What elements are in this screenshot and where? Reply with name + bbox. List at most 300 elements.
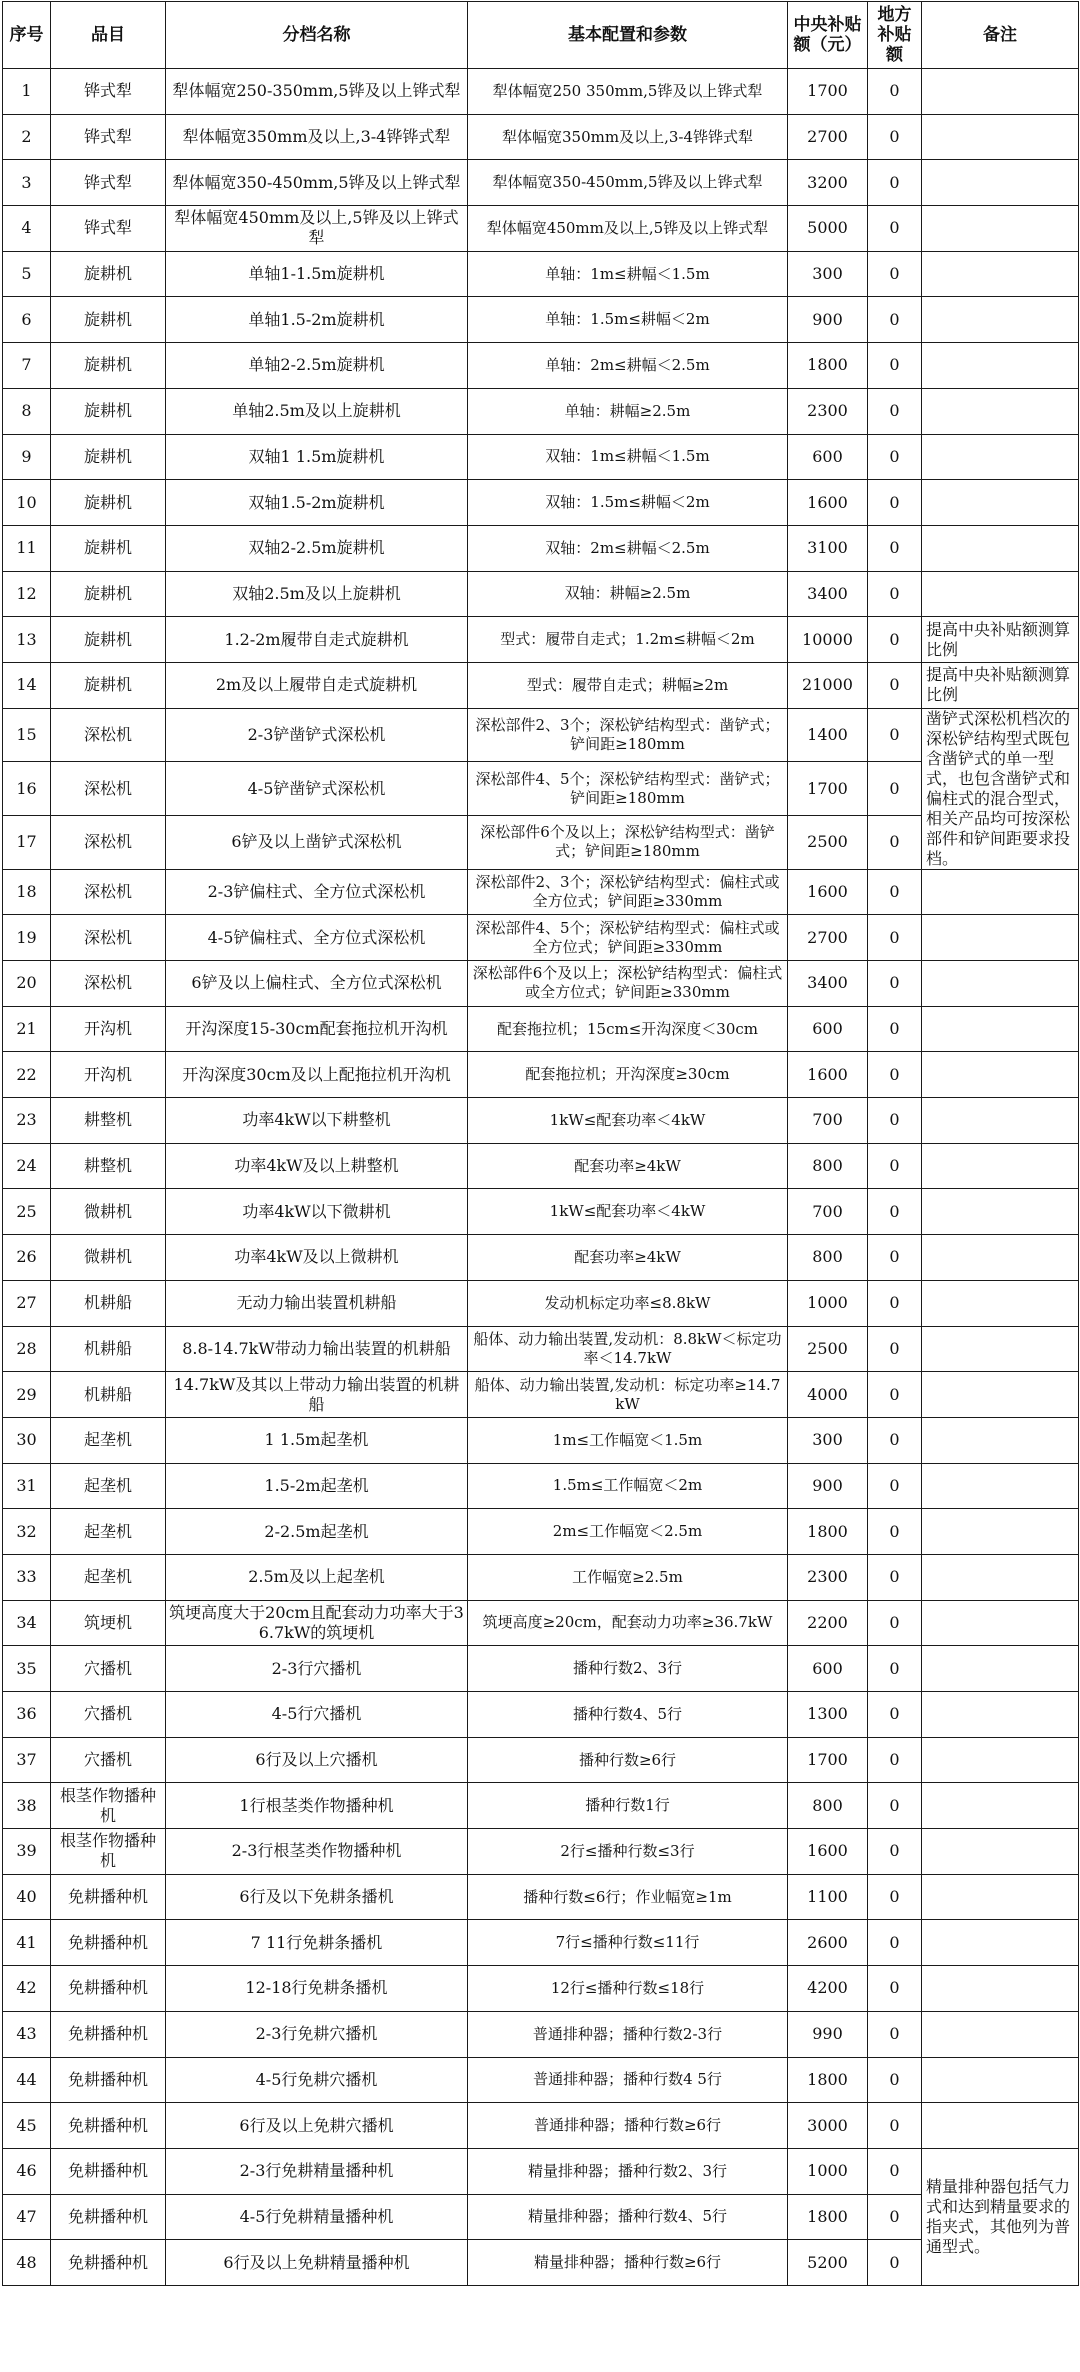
row-item: 免耕播种机: [51, 1920, 166, 1966]
row-seq: 17: [3, 815, 51, 869]
row-remark: [922, 1509, 1079, 1555]
table-row: [3, 2194, 1079, 2240]
row-local-subsidy: 0: [868, 1463, 922, 1509]
row-item: 根茎作物播种机: [51, 1829, 166, 1875]
row-grade: 2-3行免耕穴播机: [166, 2011, 468, 2057]
row-config: 深松部件2、3个；深松铲结构型式：偏柱式或全方位式；铲间距≥330mm: [468, 869, 788, 915]
row-config: 2m≤工作幅宽＜2.5m: [468, 1509, 788, 1555]
row-local-subsidy: 0: [868, 662, 922, 708]
row-item: 起垄机: [51, 1463, 166, 1509]
row-item: 起垄机: [51, 1554, 166, 1600]
row-item: 旋耕机: [51, 434, 166, 480]
row-grade: 14.7kW及其以上带动力输出装置的机耕船: [166, 1372, 468, 1418]
table-header-row: [3, 2, 1079, 69]
row-central-subsidy: 10000: [788, 617, 868, 663]
table-row: [3, 297, 1079, 343]
header-local-subsidy: 地方补贴额: [868, 2, 922, 69]
table-row: [3, 1874, 1079, 1920]
row-local-subsidy: 0: [868, 69, 922, 115]
row-seq: 13: [3, 617, 51, 663]
row-grade: 1.5-2m起垄机: [166, 1463, 468, 1509]
row-local-subsidy: 0: [868, 1829, 922, 1875]
table-row: [3, 708, 1079, 762]
row-seq: 19: [3, 915, 51, 961]
row-local-subsidy: 0: [868, 206, 922, 252]
row-config: 犁体幅宽350-450mm,5铧及以上铧式犁: [468, 160, 788, 206]
row-remark: [922, 915, 1079, 961]
row-item: 铧式犁: [51, 114, 166, 160]
row-central-subsidy: 1000: [788, 2148, 868, 2194]
table-row: [3, 343, 1079, 389]
row-remark: [922, 480, 1079, 526]
row-item: 旋耕机: [51, 525, 166, 571]
row-central-subsidy: 4200: [788, 1966, 868, 2012]
row-central-subsidy: 1800: [788, 343, 868, 389]
row-remark: [922, 1554, 1079, 1600]
row-grade: 无动力输出装置机耕船: [166, 1280, 468, 1326]
row-seq: 24: [3, 1143, 51, 1189]
row-local-subsidy: 0: [868, 2148, 922, 2194]
row-grade: 4-5铲偏柱式、全方位式深松机: [166, 915, 468, 961]
row-grade: 8.8-14.7kW带动力输出装置的机耕船: [166, 1326, 468, 1372]
row-config: 精量排种器；播种行数4、5行: [468, 2194, 788, 2240]
row-config: 船体、动力输出装置,发动机：标定功率≥14.7kW: [468, 1372, 788, 1418]
row-local-subsidy: 0: [868, 1646, 922, 1692]
row-remark: [922, 1052, 1079, 1098]
row-remark: [922, 297, 1079, 343]
row-item: 免耕播种机: [51, 2240, 166, 2286]
row-local-subsidy: 0: [868, 480, 922, 526]
row-config: 精量排种器；播种行数2、3行: [468, 2148, 788, 2194]
row-central-subsidy: 1600: [788, 1829, 868, 1875]
row-item: 深松机: [51, 762, 166, 816]
row-item: 开沟机: [51, 1006, 166, 1052]
row-local-subsidy: 0: [868, 2240, 922, 2286]
row-remark: [922, 434, 1079, 480]
row-item: 起垄机: [51, 1417, 166, 1463]
row-remark: [922, 2057, 1079, 2103]
row-remark: 凿铲式深松机档次的深松铲结构型式既包含凿铲式的单一型式，也包含凿铲式和偏柱式的混合型式，相关产品均可按深松部件和铲间距要求投档。: [922, 708, 1079, 869]
row-central-subsidy: 800: [788, 1235, 868, 1281]
row-item: 旋耕机: [51, 571, 166, 617]
row-remark: 提高中央补贴额测算比例: [922, 662, 1079, 708]
row-config: 深松部件4、5个；深松铲结构型式：偏柱式或全方位式；铲间距≥330mm: [468, 915, 788, 961]
table-row: [3, 206, 1079, 252]
row-central-subsidy: 700: [788, 1189, 868, 1235]
row-local-subsidy: 0: [868, 2011, 922, 2057]
row-item: 穴播机: [51, 1737, 166, 1783]
row-item: 深松机: [51, 869, 166, 915]
row-remark: [922, 1692, 1079, 1738]
table-row: [3, 1189, 1079, 1235]
row-seq: 11: [3, 525, 51, 571]
row-local-subsidy: 0: [868, 815, 922, 869]
row-local-subsidy: 0: [868, 2057, 922, 2103]
row-central-subsidy: 1700: [788, 762, 868, 816]
row-remark: [922, 1417, 1079, 1463]
row-config: 单轴：耕幅≥2.5m: [468, 388, 788, 434]
header-seq: 序号: [3, 2, 51, 69]
table-row: [3, 1463, 1079, 1509]
row-grade: 1.2-2m履带自走式旋耕机: [166, 617, 468, 663]
table-row: [3, 1554, 1079, 1600]
row-seq: 6: [3, 297, 51, 343]
row-local-subsidy: 0: [868, 1554, 922, 1600]
row-seq: 32: [3, 1509, 51, 1555]
header-central-subsidy: 中央补贴额（元）: [788, 2, 868, 69]
row-grade: 2-3铲凿铲式深松机: [166, 708, 468, 762]
table-row: [3, 1280, 1079, 1326]
row-local-subsidy: 0: [868, 114, 922, 160]
row-remark: [922, 1280, 1079, 1326]
row-seq: 35: [3, 1646, 51, 1692]
row-seq: 46: [3, 2148, 51, 2194]
row-item: 深松机: [51, 708, 166, 762]
row-remark: [922, 2103, 1079, 2149]
table-row: [3, 388, 1079, 434]
row-central-subsidy: 2600: [788, 1920, 868, 1966]
row-remark: [922, 206, 1079, 252]
row-seq: 34: [3, 1600, 51, 1646]
row-seq: 47: [3, 2194, 51, 2240]
table-row: [3, 1372, 1079, 1418]
row-config: 船体、动力输出装置,发动机：8.8kW＜标定功率＜14.7kW: [468, 1326, 788, 1372]
table-row: [3, 869, 1079, 915]
row-item: 深松机: [51, 815, 166, 869]
row-grade: 2-3行穴播机: [166, 1646, 468, 1692]
row-remark: [922, 1463, 1079, 1509]
row-item: 耕整机: [51, 1098, 166, 1144]
row-item: 免耕播种机: [51, 1874, 166, 1920]
row-grade: 2m及以上履带自走式旋耕机: [166, 662, 468, 708]
row-local-subsidy: 0: [868, 1600, 922, 1646]
row-local-subsidy: 0: [868, 297, 922, 343]
row-grade: 4-5行免耕穴播机: [166, 2057, 468, 2103]
row-item: 深松机: [51, 961, 166, 1007]
table-row: [3, 1417, 1079, 1463]
row-remark: [922, 1372, 1079, 1418]
row-central-subsidy: 800: [788, 1783, 868, 1829]
row-grade: 6铲及以上偏柱式、全方位式深松机: [166, 961, 468, 1007]
row-remark: [922, 1646, 1079, 1692]
row-grade: 2-3行根茎类作物播种机: [166, 1829, 468, 1875]
row-remark: [922, 160, 1079, 206]
row-seq: 33: [3, 1554, 51, 1600]
row-item: 铧式犁: [51, 160, 166, 206]
row-grade: 6行及以上免耕精量播种机: [166, 2240, 468, 2286]
row-seq: 9: [3, 434, 51, 480]
table-row: [3, 1143, 1079, 1189]
row-local-subsidy: 0: [868, 343, 922, 389]
row-remark: [922, 388, 1079, 434]
row-remark: [922, 571, 1079, 617]
row-grade: 4-5行穴播机: [166, 1692, 468, 1738]
row-remark: [922, 1829, 1079, 1875]
row-local-subsidy: 0: [868, 571, 922, 617]
row-item: 免耕播种机: [51, 2148, 166, 2194]
row-local-subsidy: 0: [868, 1372, 922, 1418]
row-grade: 功率4kW以下耕整机: [166, 1098, 468, 1144]
row-local-subsidy: 0: [868, 160, 922, 206]
row-central-subsidy: 1000: [788, 1280, 868, 1326]
row-seq: 41: [3, 1920, 51, 1966]
row-remark: 提高中央补贴额测算比例: [922, 617, 1079, 663]
row-local-subsidy: 0: [868, 1920, 922, 1966]
row-local-subsidy: 0: [868, 617, 922, 663]
row-remark: [922, 69, 1079, 115]
row-config: 1kW≤配套功率＜4kW: [468, 1189, 788, 1235]
row-local-subsidy: 0: [868, 1692, 922, 1738]
table-row: [3, 571, 1079, 617]
row-grade: 4-5行免耕精量播种机: [166, 2194, 468, 2240]
row-config: 筑埂高度≥20cm，配套动力功率≥36.7kW: [468, 1600, 788, 1646]
subsidy-table: [2, 1, 1079, 2286]
row-item: 铧式犁: [51, 69, 166, 115]
table-row: [3, 1829, 1079, 1875]
header-remark: 备注: [922, 2, 1079, 69]
row-central-subsidy: 1400: [788, 708, 868, 762]
table-row: [3, 1966, 1079, 2012]
row-config: 单轴：2m≤耕幅＜2.5m: [468, 343, 788, 389]
row-central-subsidy: 1300: [788, 1692, 868, 1738]
table-row: [3, 1920, 1079, 1966]
table-row: [3, 1326, 1079, 1372]
row-grade: 犁体幅宽450mm及以上,5铧及以上铧式犁: [166, 206, 468, 252]
row-central-subsidy: 4000: [788, 1372, 868, 1418]
row-central-subsidy: 600: [788, 1646, 868, 1692]
row-grade: 筑埂高度大于20cm且配套动力功率大于36.7kW的筑埂机: [166, 1600, 468, 1646]
row-seq: 31: [3, 1463, 51, 1509]
row-item: 微耕机: [51, 1235, 166, 1281]
table-row: [3, 69, 1079, 115]
table-row: [3, 1646, 1079, 1692]
row-item: 免耕播种机: [51, 2103, 166, 2149]
table-row: [3, 2148, 1079, 2194]
row-config: 配套功率≥4kW: [468, 1235, 788, 1281]
table-row: [3, 662, 1079, 708]
row-grade: 开沟深度30cm及以上配拖拉机开沟机: [166, 1052, 468, 1098]
row-grade: 双轴1.5-2m旋耕机: [166, 480, 468, 526]
row-item: 耕整机: [51, 1143, 166, 1189]
row-config: 双轴：1m≤耕幅＜1.5m: [468, 434, 788, 480]
row-seq: 12: [3, 571, 51, 617]
row-central-subsidy: 900: [788, 297, 868, 343]
row-config: 深松部件2、3个；深松铲结构型式：凿铲式；铲间距≥180mm: [468, 708, 788, 762]
row-config: 普通排种器；播种行数4 5行: [468, 2057, 788, 2103]
row-local-subsidy: 0: [868, 1189, 922, 1235]
row-item: 深松机: [51, 915, 166, 961]
row-local-subsidy: 0: [868, 708, 922, 762]
row-grade: 双轴2-2.5m旋耕机: [166, 525, 468, 571]
row-central-subsidy: 3000: [788, 2103, 868, 2149]
row-config: 1kW≤配套功率＜4kW: [468, 1098, 788, 1144]
row-remark: [922, 1006, 1079, 1052]
table-row: [3, 1783, 1079, 1829]
row-seq: 26: [3, 1235, 51, 1281]
row-remark: [922, 343, 1079, 389]
row-central-subsidy: 1800: [788, 1509, 868, 1555]
row-seq: 4: [3, 206, 51, 252]
row-local-subsidy: 0: [868, 434, 922, 480]
row-remark: [922, 251, 1079, 297]
row-seq: 38: [3, 1783, 51, 1829]
row-item: 机耕船: [51, 1280, 166, 1326]
row-grade: 6行及以上免耕穴播机: [166, 2103, 468, 2149]
row-central-subsidy: 1800: [788, 2057, 868, 2103]
row-config: 配套功率≥4kW: [468, 1143, 788, 1189]
row-grade: 7 11行免耕条播机: [166, 1920, 468, 1966]
row-config: 工作幅宽≥2.5m: [468, 1554, 788, 1600]
row-seq: 21: [3, 1006, 51, 1052]
row-grade: 2.5m及以上起垄机: [166, 1554, 468, 1600]
row-local-subsidy: 0: [868, 762, 922, 816]
row-item: 免耕播种机: [51, 1966, 166, 2012]
row-item: 微耕机: [51, 1189, 166, 1235]
row-seq: 3: [3, 160, 51, 206]
row-central-subsidy: 900: [788, 1463, 868, 1509]
row-remark: [922, 1966, 1079, 2012]
row-central-subsidy: 3100: [788, 525, 868, 571]
row-remark: [922, 1326, 1079, 1372]
row-remark: [922, 525, 1079, 571]
row-grade: 6铲及以上凿铲式深松机: [166, 815, 468, 869]
row-central-subsidy: 1700: [788, 1737, 868, 1783]
row-seq: 14: [3, 662, 51, 708]
row-config: 深松部件6个及以上；深松铲结构型式：偏柱式或全方位式；铲间距≥330mm: [468, 961, 788, 1007]
row-grade: 2-3行免耕精量播种机: [166, 2148, 468, 2194]
table-row: [3, 815, 1079, 869]
row-config: 1m≤工作幅宽＜1.5m: [468, 1417, 788, 1463]
row-config: 2行≤播种行数≤3行: [468, 1829, 788, 1875]
row-item: 旋耕机: [51, 251, 166, 297]
row-seq: 45: [3, 2103, 51, 2149]
row-config: 12行≤播种行数≤18行: [468, 1966, 788, 2012]
row-grade: 单轴1-1.5m旋耕机: [166, 251, 468, 297]
row-central-subsidy: 2500: [788, 815, 868, 869]
row-item: 旋耕机: [51, 662, 166, 708]
row-remark: [922, 114, 1079, 160]
row-config: 配套拖拉机；15cm≤开沟深度＜30cm: [468, 1006, 788, 1052]
row-grade: 双轴2.5m及以上旋耕机: [166, 571, 468, 617]
row-seq: 40: [3, 1874, 51, 1920]
table-row: [3, 1235, 1079, 1281]
row-item: 旋耕机: [51, 617, 166, 663]
row-local-subsidy: 0: [868, 1737, 922, 1783]
table-row: [3, 2057, 1079, 2103]
row-remark: [922, 1143, 1079, 1189]
row-item: 穴播机: [51, 1646, 166, 1692]
row-remark: [922, 1737, 1079, 1783]
row-grade: 1 1.5m起垄机: [166, 1417, 468, 1463]
row-central-subsidy: 300: [788, 1417, 868, 1463]
row-item: 免耕播种机: [51, 2057, 166, 2103]
row-local-subsidy: 0: [868, 1509, 922, 1555]
row-central-subsidy: 1700: [788, 69, 868, 115]
table-row: [3, 251, 1079, 297]
row-seq: 36: [3, 1692, 51, 1738]
row-seq: 23: [3, 1098, 51, 1144]
row-central-subsidy: 600: [788, 434, 868, 480]
row-item: 机耕船: [51, 1372, 166, 1418]
row-config: 播种行数1行: [468, 1783, 788, 1829]
table-row: [3, 114, 1079, 160]
row-item: 机耕船: [51, 1326, 166, 1372]
row-grade: 单轴1.5-2m旋耕机: [166, 297, 468, 343]
row-seq: 39: [3, 1829, 51, 1875]
row-local-subsidy: 0: [868, 1006, 922, 1052]
table-row: [3, 961, 1079, 1007]
table-row: [3, 160, 1079, 206]
row-config: 深松部件4、5个；深松铲结构型式：凿铲式；铲间距≥180mm: [468, 762, 788, 816]
row-seq: 28: [3, 1326, 51, 1372]
row-config: 犁体幅宽450mm及以上,5铧及以上铧式犁: [468, 206, 788, 252]
table-row: [3, 1600, 1079, 1646]
row-local-subsidy: 0: [868, 388, 922, 434]
row-seq: 43: [3, 2011, 51, 2057]
table-row: [3, 2011, 1079, 2057]
row-seq: 8: [3, 388, 51, 434]
row-local-subsidy: 0: [868, 2194, 922, 2240]
row-item: 旋耕机: [51, 343, 166, 389]
row-local-subsidy: 0: [868, 251, 922, 297]
row-config: 播种行数≤6行；作业幅宽≥1m: [468, 1874, 788, 1920]
row-seq: 29: [3, 1372, 51, 1418]
row-central-subsidy: 1600: [788, 1052, 868, 1098]
row-local-subsidy: 0: [868, 1417, 922, 1463]
row-grade: 1行根茎类作物播种机: [166, 1783, 468, 1829]
row-remark: [922, 1235, 1079, 1281]
row-remark: [922, 869, 1079, 915]
row-seq: 7: [3, 343, 51, 389]
row-remark: [922, 1600, 1079, 1646]
row-local-subsidy: 0: [868, 961, 922, 1007]
row-local-subsidy: 0: [868, 2103, 922, 2149]
row-grade: 单轴2.5m及以上旋耕机: [166, 388, 468, 434]
row-seq: 30: [3, 1417, 51, 1463]
row-config: 播种行数2、3行: [468, 1646, 788, 1692]
row-central-subsidy: 2300: [788, 388, 868, 434]
row-central-subsidy: 2200: [788, 1600, 868, 1646]
table-row: [3, 762, 1079, 816]
table-row: [3, 915, 1079, 961]
row-config: 精量排种器；播种行数≥6行: [468, 2240, 788, 2286]
row-central-subsidy: 300: [788, 251, 868, 297]
row-remark: [922, 1189, 1079, 1235]
row-central-subsidy: 1800: [788, 2194, 868, 2240]
table-row: [3, 1509, 1079, 1555]
row-central-subsidy: 1100: [788, 1874, 868, 1920]
row-remark: [922, 961, 1079, 1007]
row-local-subsidy: 0: [868, 915, 922, 961]
row-central-subsidy: 2300: [788, 1554, 868, 1600]
row-central-subsidy: 3200: [788, 160, 868, 206]
row-central-subsidy: 3400: [788, 571, 868, 617]
row-remark: [922, 1920, 1079, 1966]
row-grade: 双轴1 1.5m旋耕机: [166, 434, 468, 480]
row-config: 普通排种器；播种行数≥6行: [468, 2103, 788, 2149]
row-central-subsidy: 2700: [788, 915, 868, 961]
row-seq: 44: [3, 2057, 51, 2103]
row-seq: 10: [3, 480, 51, 526]
row-item: 穴播机: [51, 1692, 166, 1738]
row-grade: 功率4kW以下微耕机: [166, 1189, 468, 1235]
row-item: 起垄机: [51, 1509, 166, 1555]
row-config: 双轴：耕幅≥2.5m: [468, 571, 788, 617]
row-central-subsidy: 600: [788, 1006, 868, 1052]
row-local-subsidy: 0: [868, 1098, 922, 1144]
row-config: 型式：履带自走式；1.2m≤耕幅＜2m: [468, 617, 788, 663]
row-grade: 6行及以下免耕条播机: [166, 1874, 468, 1920]
